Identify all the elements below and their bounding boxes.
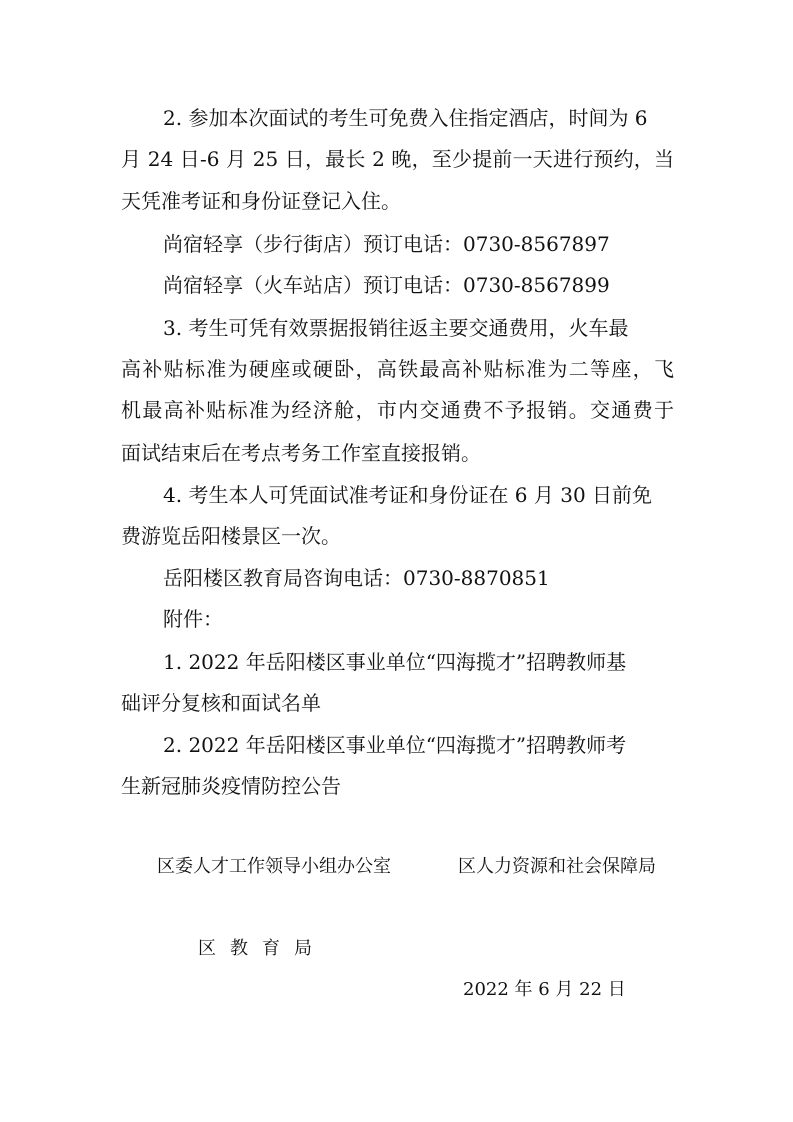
item2-line3: 天凭准考证和身份证登记入住。 <box>121 189 401 213</box>
attachment-2-line1: 2. 2022 年岳阳楼区事业单位“四海揽才”招聘教师考 <box>163 733 627 757</box>
item3-line4: 面试结束后在考点考务工作室直接报销。 <box>121 441 481 465</box>
signature-hr-bureau: 区人力资源和社会保障局 <box>458 856 656 877</box>
item3-line1: 3. 考生可凭有效票据报销往返主要交通费用，火车最 <box>163 316 629 340</box>
item3-line3: 机最高补贴标准为经济舱，市内交通费不予报销。交通费于 <box>121 398 674 422</box>
item4-line1: 4. 考生本人可凭面试准考证和身份证在 6 月 30 日前免 <box>163 483 653 507</box>
signature-education-bureau: 区教育局 <box>198 938 326 959</box>
attachments-label: 附件： <box>163 607 223 631</box>
attachment-1-line1: 1. 2022 年岳阳楼区事业单位“四海揽才”招聘教师基 <box>163 650 627 674</box>
item3-line2: 高补贴标准为硬座或硬卧，高铁最高补贴标准为二等座，飞 <box>121 357 674 381</box>
signature-talent-office: 区委人才工作领导小组办公室 <box>157 856 391 877</box>
item2-line2: 月 24 日-6 月 25 日，最长 2 晚，至少提前一天进行预约，当 <box>121 147 674 171</box>
item2-line1: 2. 参加本次面试的考生可免费入住指定酒店，时间为 6 <box>163 106 648 130</box>
attachment-2-line2: 生新冠肺炎疫情防控公告 <box>121 774 341 798</box>
attachment-1-line2: 础评分复核和面试名单 <box>121 691 321 715</box>
item4-line2: 费游览岳阳楼景区一次。 <box>121 524 341 548</box>
signature-date: 2022 年 6 月 22 日 <box>463 979 626 1000</box>
hotel-phone-train-station: 尚宿轻享（火车站店）预订电话：0730-8567899 <box>163 273 610 297</box>
consult-phone: 岳阳楼区教育局咨询电话：0730-8870851 <box>163 566 550 590</box>
hotel-phone-walking-street: 尚宿轻享（步行街店）预订电话：0730-8567897 <box>163 232 610 256</box>
